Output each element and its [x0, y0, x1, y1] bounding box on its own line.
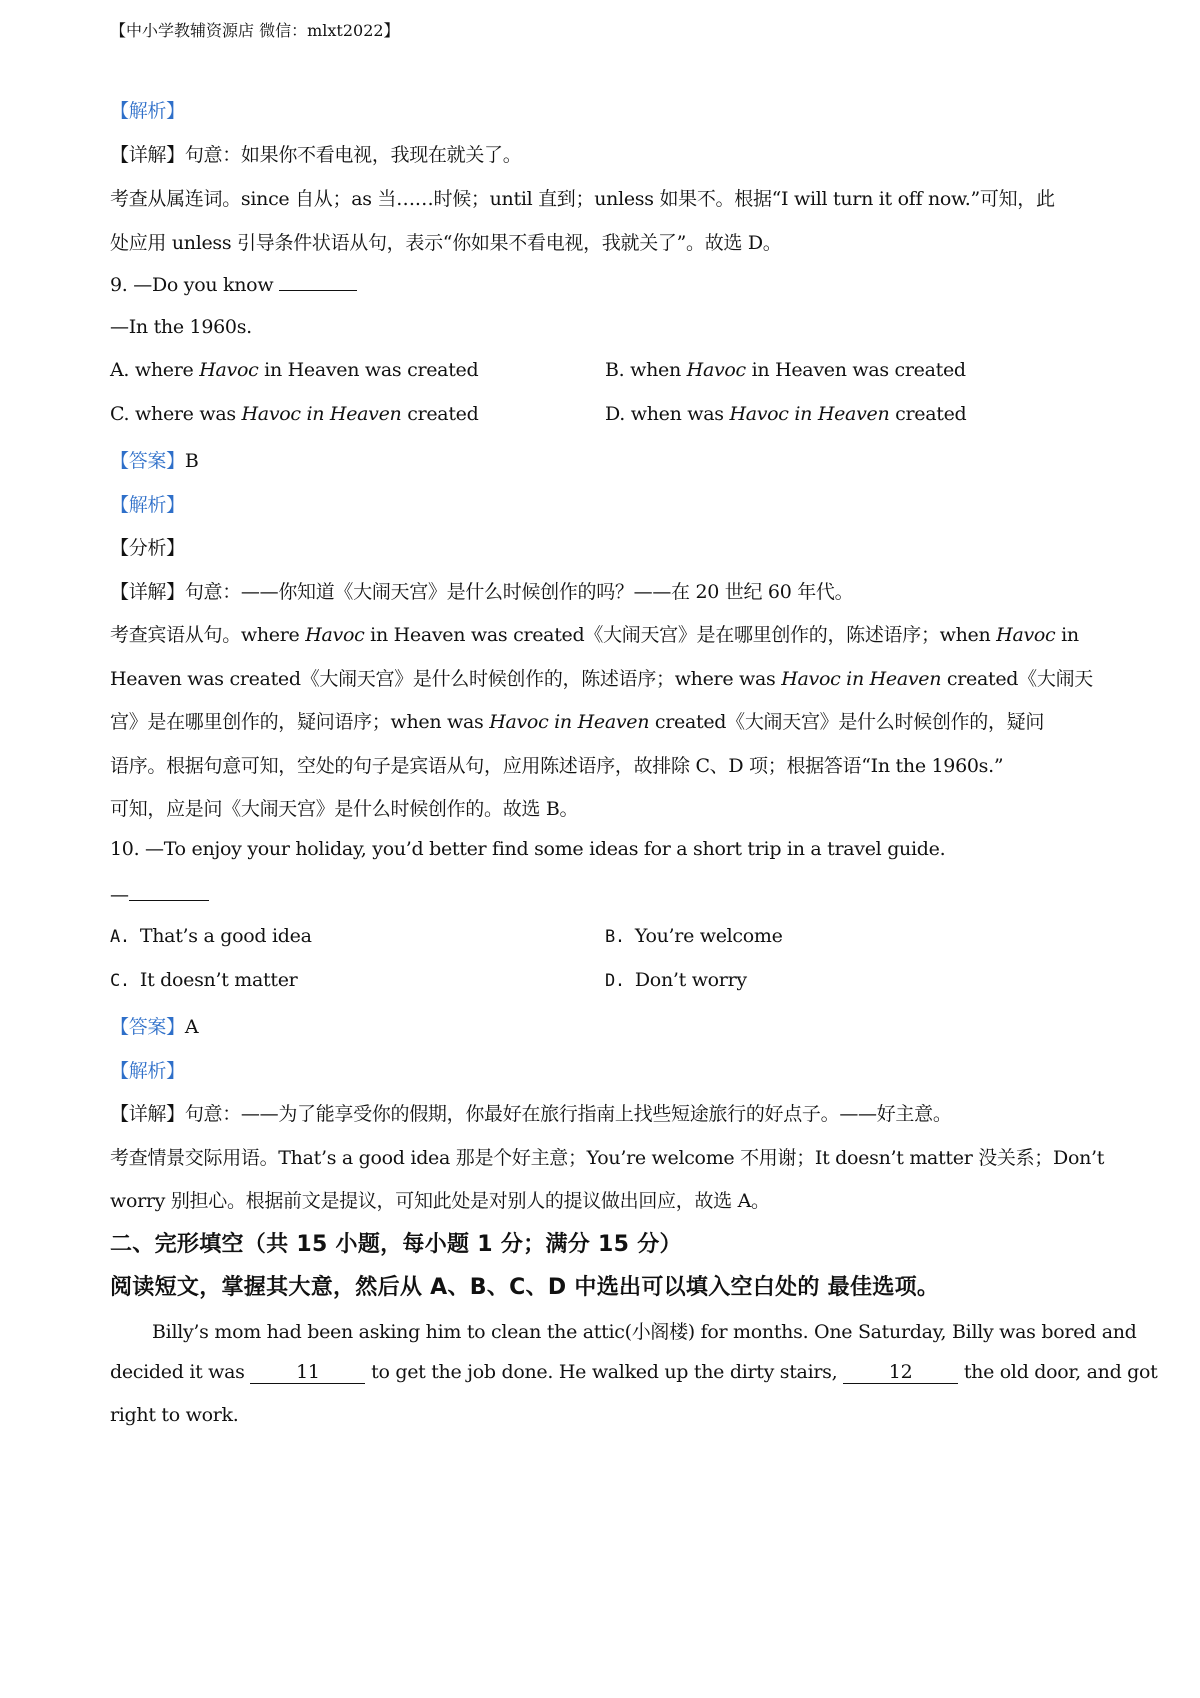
option-b: B. when Havoc in Heaven was created [605, 359, 966, 381]
question-stem [110, 272, 357, 296]
question-reply: — [110, 882, 209, 906]
explanation-line: 考查宾语从句。where Havoc in Heaven was created《大闹天宫》是在哪里创作的，陈述语序；when Havoc in [110, 624, 1079, 646]
explanation-line: 考查情景交际用语。That’s a good idea 那是个好主意；You’re welcome 不用谢；It doesn’t matter 没关系；Don’t [110, 1147, 1105, 1169]
explanation-line: Heaven was created《大闹天宫》是什么时候创作的，陈述语序；where was Havoc in Heaven created《大闹天 [110, 668, 1093, 690]
explanation-line: 语序。根据句意可知，空处的句子是宾语从句，应用陈述语序，故排除 C、D 项；根据答语“In the 1960s.” [110, 755, 1004, 777]
answer-label: 【答案】 [110, 1016, 185, 1038]
answer-label: 【答案】 [110, 450, 185, 472]
detail-paragraph [110, 577, 853, 604]
detail-paragraph [110, 140, 521, 167]
passage-line: right to work. [110, 1404, 239, 1426]
answer-blank [129, 882, 209, 901]
option-c: C. It doesn’t matter [110, 969, 298, 991]
analysis-label: 【解析】 [110, 494, 185, 516]
cloze-blank-11: 11 [250, 1361, 365, 1384]
cloze-blank-12: 12 [843, 1361, 958, 1384]
detail-paragraph [110, 1099, 952, 1126]
option-a: A. That’s a good idea [110, 925, 312, 947]
analysis-label: 【解析】 [110, 1060, 185, 1082]
explanation-line: 考查从属连词。since 自从；as 当……时候；until 直到；unless 如果不。根据“I will turn it off now.”可知，此 [110, 188, 1055, 210]
answer-blank [279, 272, 357, 291]
detail-text: 句意：——你知道《大闹天宫》是什么时候创作的吗？——在 20 世纪 60 年代。 [184, 581, 854, 603]
detail-label: 【详解】 [110, 144, 185, 166]
detail-text: 句意：——为了能享受你的假期，你最好在旅行指南上找些短途旅行的好点子。——好主意。 [184, 1103, 952, 1125]
detail-label: 【详解】 [110, 581, 185, 603]
passage-line: Billy’s mom had been asking him to clean the attic(小阁楼) for months. One Saturday, Billy was bored and [152, 1321, 1137, 1343]
answer-line [110, 1012, 198, 1039]
explanation-line: 处应用 unless 引导条件状语从句，表示“你如果不看电视，我就关了”。故选 D。 [110, 232, 782, 254]
fenxi-label: 【分析】 [110, 537, 185, 559]
detail-text: 句意：如果你不看电视，我现在就关了。 [184, 144, 522, 166]
option-c: C. where was Havoc in Heaven created [110, 403, 479, 425]
answer-value: A [184, 1016, 199, 1038]
option-d: D. when was Havoc in Heaven created [605, 403, 967, 425]
detail-label: 【详解】 [110, 1103, 185, 1125]
explanation-line: worry 别担心。根据前文是提议，可知此处是对别人的提议做出回应，故选 A。 [110, 1190, 770, 1212]
question-stem: 10. —To enjoy your holiday, you’d better find some ideas for a short trip in a travel guide. [110, 838, 946, 860]
analysis-label: 【解析】 [110, 100, 185, 122]
section-title: 二、完形填空（共 15 小题，每小题 1 分；满分 15 分） [110, 1232, 682, 1257]
explanation-line: 可知，应是问《大闹天宫》是什么时候创作的。故选 B。 [110, 798, 579, 820]
option-d: D. Don’t worry [605, 969, 747, 991]
option-a: A. where Havoc in Heaven was created [110, 359, 479, 381]
answer-line [110, 446, 198, 473]
explanation-line: 宫》是在哪里创作的，疑问语序；when was Havoc in Heaven created《大闹天宫》是什么时候创作的，疑问 [110, 711, 1045, 733]
section-instruction: 阅读短文，掌握其大意，然后从 A、B、C、D 中选出可以填入空白处的 最佳选项。 [110, 1275, 940, 1300]
answer-value: B [184, 450, 199, 472]
passage-line: decided it was 11 to get the job done. He walked up the dirty stairs, 12 the old door, and got [110, 1361, 1158, 1383]
question-text: 9. —Do you know [110, 274, 280, 296]
question-reply: —In the 1960s. [110, 316, 252, 338]
option-b: B. You’re welcome [605, 925, 783, 947]
watermark-header: 【中小学教辅资源店 微信：mlxt2022】 [110, 21, 400, 40]
